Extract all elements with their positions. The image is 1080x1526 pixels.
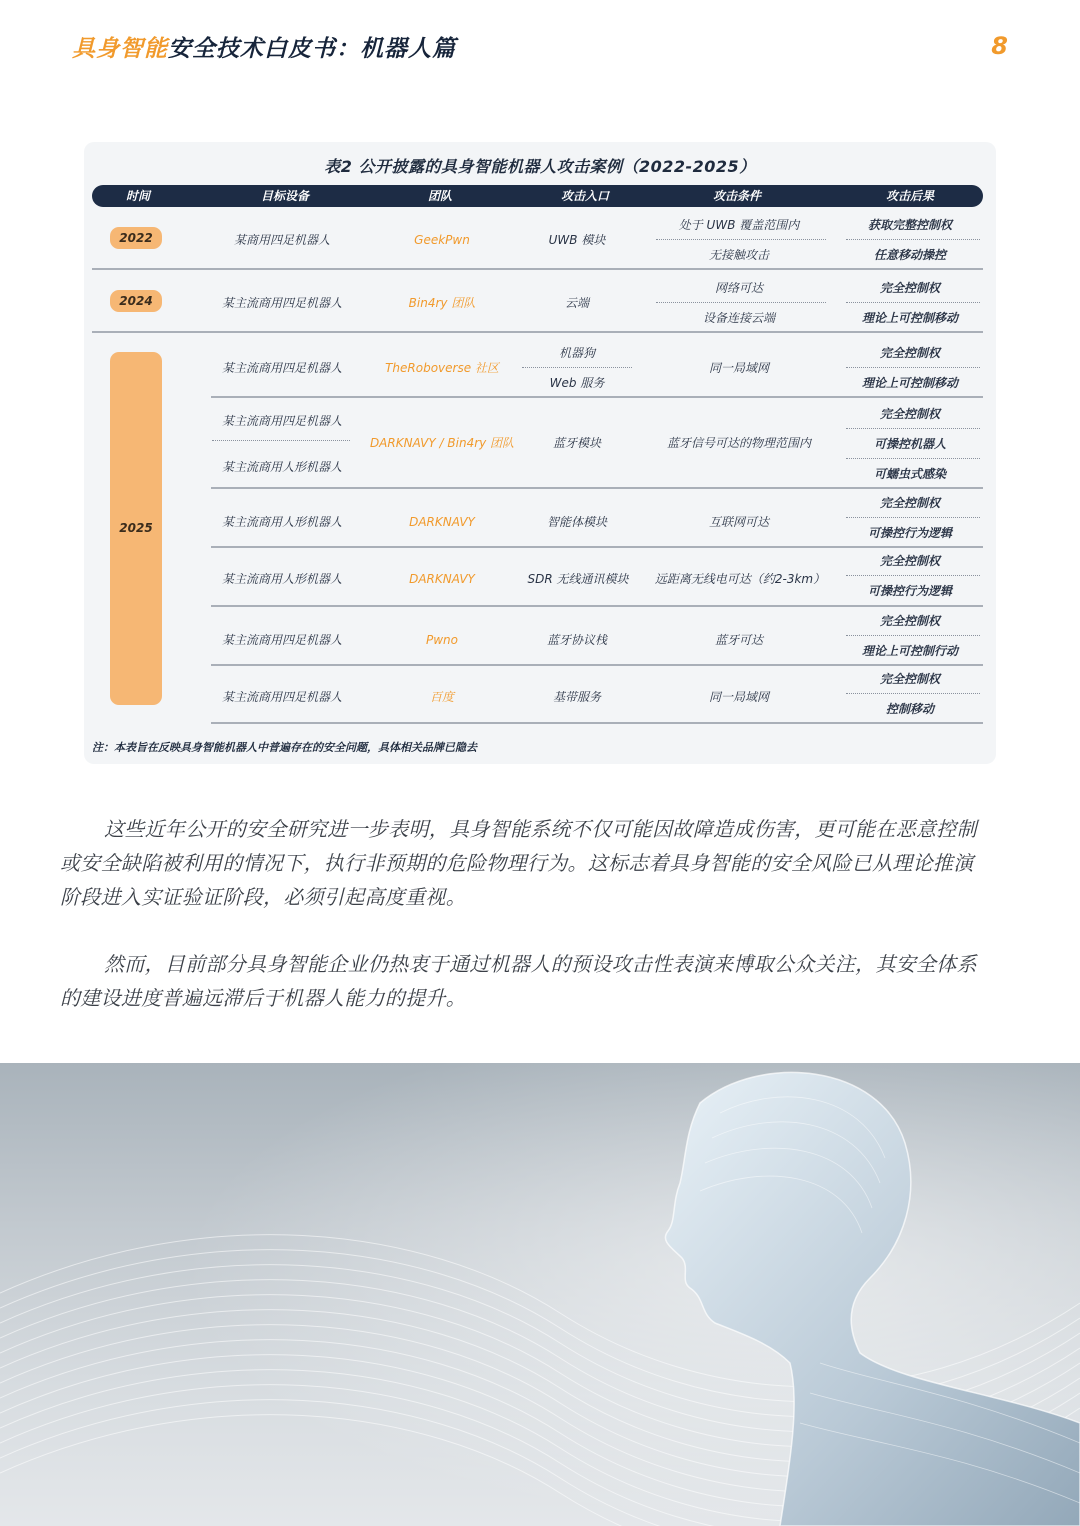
row-separator [211, 605, 983, 607]
row3-entry-2: Web 服务 [549, 376, 605, 390]
row-separator [211, 487, 983, 489]
row7-condition: 蓝牙可达 [714, 633, 763, 647]
col-entry: 攻击入口 [560, 189, 609, 203]
divider [846, 693, 980, 694]
row2-condition-2: 设备连接云端 [702, 311, 775, 325]
row8-team: 百度 [429, 690, 454, 704]
row1-condition-2: 无接触攻击 [708, 248, 769, 262]
row4-entry: 蓝牙模块 [552, 436, 601, 450]
row8-device: 某主流商用四足机器人 [221, 690, 342, 704]
row1-entry: UWB 模块 [548, 233, 606, 247]
row3-device: 某主流商用四足机器人 [221, 361, 342, 375]
row6-device: 某主流商用人形机器人 [221, 572, 342, 586]
row6-result-2: 可操控行为逻辑 [867, 584, 952, 598]
row-separator [92, 331, 983, 333]
row-separator [211, 664, 983, 666]
year-badge-2024: 2024 [110, 290, 162, 312]
row1-result-2: 任意移动操控 [873, 248, 946, 262]
document-title [72, 30, 456, 63]
row4-result-1: 完全控制权 [879, 407, 940, 421]
row4-result-2: 可操控机器人 [873, 437, 946, 451]
row5-team: DARKNAVY [409, 515, 475, 529]
robot-artwork [0, 1063, 1080, 1526]
divider [846, 428, 980, 429]
row3-result-1: 完全控制权 [879, 346, 940, 360]
row1-result-1: 获取完整控制权 [867, 218, 952, 232]
col-time: 时间 [125, 189, 150, 203]
row1-team: GeekPwn [414, 233, 470, 247]
attack-cases-table [84, 142, 996, 764]
paragraph-2: 然而，目前部分具身智能企业仍热衷于通过机器人的预设攻击性表演来博取公众关注，其安全体系的建设进度普遍远滞后于机器人能力的提升。 [60, 952, 977, 1010]
robot-illustration [0, 1063, 1080, 1526]
row2-entry: 云端 [564, 296, 589, 310]
divider [846, 458, 980, 459]
divider [212, 440, 350, 441]
title-rest: 安全技术白皮书：机器人篇 [168, 36, 456, 62]
row3-result-2: 理论上可控制移动 [861, 376, 958, 390]
row-separator [211, 396, 983, 398]
paragraph-1: 这些近年公开的安全研究进一步表明，具身智能系统不仅可能因故障造成伤害，更可能在恶意控制或安全缺陷被利用的情况下，执行非预期的危险物理行为。这标志着具身智能的安全风险已从理论推演阶段进入实证验证阶段，必须引起高度重视。 [60, 817, 977, 909]
divider [846, 635, 980, 636]
col-device: 目标设备 [260, 189, 309, 203]
table-title: 表2 公开披露的具身智能机器人攻击案例（2022-2025） [324, 157, 756, 176]
row-separator [92, 268, 983, 270]
row3-team: TheRoboverse 社区 [385, 361, 499, 375]
row2-device: 某主流商用四足机器人 [221, 296, 342, 310]
row4-team: DARKNAVY / Bin4ry 团队 [369, 436, 515, 450]
row5-condition: 互联网可达 [708, 515, 769, 529]
row5-entry: 智能体模块 [546, 515, 607, 529]
row6-team: DARKNAVY [409, 572, 475, 586]
row4-device-1: 某主流商用四足机器人 [221, 414, 342, 428]
row4-result-3: 可蠕虫式感染 [873, 467, 946, 481]
divider [846, 239, 980, 240]
title-highlight: 具身智能 [72, 36, 168, 62]
divider [656, 302, 826, 303]
divider [846, 367, 980, 368]
row5-result-1: 完全控制权 [879, 496, 940, 510]
row3-condition: 同一局域网 [708, 361, 769, 375]
col-condition: 攻击条件 [712, 189, 761, 203]
table-note: 注：本表旨在反映具身智能机器人中普遍存在的安全问题，具体相关品牌已隐去 [92, 741, 477, 754]
row1-device: 某商用四足机器人 [233, 233, 330, 247]
row5-device: 某主流商用人形机器人 [221, 515, 342, 529]
year-badge-2022: 2022 [110, 227, 162, 249]
divider [522, 367, 632, 368]
row7-device: 某主流商用四足机器人 [221, 633, 342, 647]
row7-result-1: 完全控制权 [879, 614, 940, 628]
year-badge-2025: 2025 [110, 352, 162, 705]
divider [846, 517, 980, 518]
row2-result-2: 理论上可控制移动 [861, 311, 958, 325]
row4-condition: 蓝牙信号可达的物理范围内 [666, 436, 811, 450]
row7-entry: 蓝牙协议栈 [546, 633, 607, 647]
row7-team: Pwno [426, 633, 458, 647]
row8-result-1: 完全控制权 [879, 672, 940, 686]
row1-condition-1: 处于 UWB 覆盖范围内 [678, 218, 800, 232]
divider [846, 302, 980, 303]
row5-result-2: 可操控行为逻辑 [867, 526, 952, 540]
row-separator [211, 722, 983, 724]
row6-condition: 远距离无线电可达（约2-3km） [654, 572, 826, 586]
row-separator [211, 546, 983, 548]
row4-device-2: 某主流商用人形机器人 [221, 460, 342, 474]
row8-entry: 基带服务 [552, 690, 601, 704]
row2-result-1: 完全控制权 [879, 281, 940, 295]
row6-entry: SDR 无线通讯模块 [527, 572, 629, 586]
row2-condition-1: 网络可达 [714, 281, 763, 295]
page-header [72, 30, 1008, 70]
col-result: 攻击后果 [885, 189, 934, 203]
row8-condition: 同一局域网 [708, 690, 769, 704]
table-header [92, 185, 983, 207]
col-team: 团队 [427, 189, 452, 203]
row6-result-1: 完全控制权 [879, 554, 940, 568]
divider [656, 239, 826, 240]
row2-team: Bin4ry 团队 [408, 296, 476, 310]
row7-result-2: 理论上可控制行动 [861, 644, 958, 658]
row8-result-2: 控制移动 [885, 702, 934, 716]
page-number: 8 [991, 32, 1008, 60]
divider [846, 575, 980, 576]
row3-entry-1: 机器狗 [558, 346, 595, 360]
